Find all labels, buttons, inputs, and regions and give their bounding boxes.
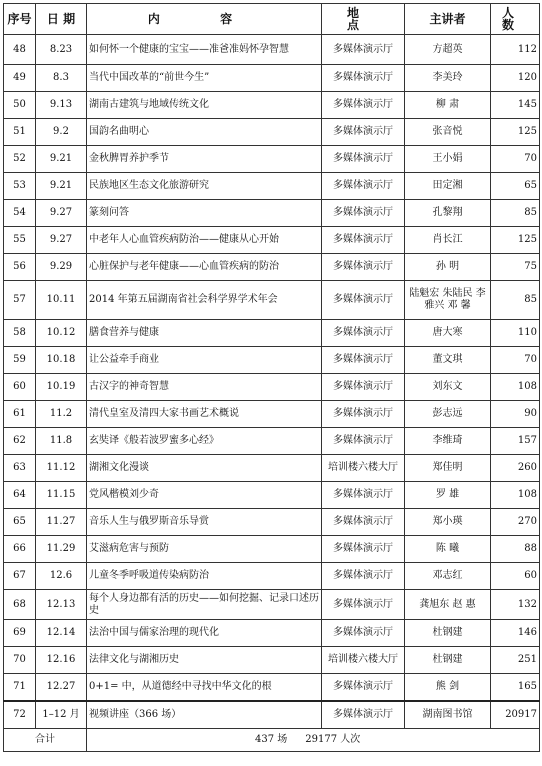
- row-count: 125: [491, 119, 540, 146]
- row-place: 多媒体演示厅: [322, 590, 405, 620]
- row-count: 120: [491, 65, 540, 92]
- table-row: [4, 200, 540, 227]
- row-place: 多媒体演示厅: [322, 35, 405, 65]
- table-row: [4, 374, 540, 401]
- row-topic: 篆刻问答: [87, 200, 322, 227]
- row-speaker: 孔黎翔: [405, 200, 491, 227]
- row-date: 9.13: [36, 92, 87, 119]
- row-count: 260: [491, 455, 540, 482]
- row-count: 165: [491, 674, 540, 702]
- header-place: 地 点: [322, 4, 405, 35]
- row-topic: 金秋脾胃养护季节: [87, 146, 322, 173]
- row-count: 251: [491, 647, 540, 674]
- row-date: 12.6: [36, 563, 87, 590]
- table-row: [4, 590, 540, 620]
- table-row: [4, 674, 540, 702]
- row-speaker: 邓志红: [405, 563, 491, 590]
- header-date: 日 期: [36, 4, 87, 35]
- row-number: 64: [4, 482, 36, 509]
- row-speaker: 陆魁宏 朱陆民 李雅兴 邓 馨: [405, 281, 491, 320]
- row-date: 12.14: [36, 620, 87, 647]
- row-topic: 让公益牵手商业: [87, 347, 322, 374]
- row-number: 66: [4, 536, 36, 563]
- row-number: 59: [4, 347, 36, 374]
- row-number: 56: [4, 254, 36, 281]
- header-count: 人 数: [491, 4, 540, 35]
- table-row: [4, 173, 540, 200]
- row-number: 55: [4, 227, 36, 254]
- row-count: 112: [491, 35, 540, 65]
- row-topic: 2014 年第五届湖南省社会科学界学术年会: [87, 281, 322, 320]
- row-place: 多媒体演示厅: [322, 281, 405, 320]
- row-date: 10.18: [36, 347, 87, 374]
- row-number: 58: [4, 320, 36, 347]
- table-row: [4, 536, 540, 563]
- row-number: 67: [4, 563, 36, 590]
- table-row: [4, 647, 540, 674]
- row-speaker: 罗 雄: [405, 482, 491, 509]
- row-speaker: 郑佳明: [405, 455, 491, 482]
- row-place: 培训楼六楼大厅: [322, 647, 405, 674]
- row-number: 48: [4, 35, 36, 65]
- row-count: 85: [491, 281, 540, 320]
- table-row: [4, 254, 540, 281]
- row-speaker: 张音悦: [405, 119, 491, 146]
- lecture-schedule-page: [3, 3, 539, 763]
- row-number: 65: [4, 509, 36, 536]
- row-speaker: 田定湘: [405, 173, 491, 200]
- row-topic: 玄奘译《般若波罗蜜多心经》: [87, 428, 322, 455]
- row-place: 多媒体演示厅: [322, 428, 405, 455]
- table-row: [4, 482, 540, 509]
- row-topic: 法律文化与湖湘历史: [87, 647, 322, 674]
- row-topic: 古汉字的神奇智慧: [87, 374, 322, 401]
- row-place: 多媒体演示厅: [322, 92, 405, 119]
- table-row: [4, 620, 540, 647]
- table-row: [4, 428, 540, 455]
- row-count: 88: [491, 536, 540, 563]
- row-count: 157: [491, 428, 540, 455]
- row-speaker: 郑小瑛: [405, 509, 491, 536]
- row-speaker: 柳 肃: [405, 92, 491, 119]
- row-date: 9.21: [36, 146, 87, 173]
- row-topic: 如何怀一个健康的宝宝——准爸准妈怀孕智慧: [87, 35, 322, 65]
- row-count: 270: [491, 509, 540, 536]
- row-date: 9.21: [36, 173, 87, 200]
- row-date: 12.16: [36, 647, 87, 674]
- row-number: 69: [4, 620, 36, 647]
- row-date: 8.23: [36, 35, 87, 65]
- row-topic: 音乐人生与俄罗斯音乐导赏: [87, 509, 322, 536]
- table-row: [4, 563, 540, 590]
- table-row: [4, 119, 540, 146]
- row-date: 9.27: [36, 227, 87, 254]
- row-topic: 0+1= 中，从道德经中寻找中华文化的根: [87, 674, 322, 702]
- row-date: 8.3: [36, 65, 87, 92]
- row-topic: 膳食营养与健康: [87, 320, 322, 347]
- row-place: 多媒体演示厅: [322, 65, 405, 92]
- row-date: 10.19: [36, 374, 87, 401]
- row-date: 10.12: [36, 320, 87, 347]
- row-place: 多媒体演示厅: [322, 320, 405, 347]
- row-count: 65: [491, 173, 540, 200]
- row-topic: 党风楷模刘少奇: [87, 482, 322, 509]
- row-date: 11.8: [36, 428, 87, 455]
- row-count: 108: [491, 482, 540, 509]
- total-summary: [87, 729, 540, 752]
- row-count: 90: [491, 401, 540, 428]
- row-speaker: 李美玲: [405, 65, 491, 92]
- row-place: 多媒体演示厅: [322, 254, 405, 281]
- total-attendance: 29177 人次: [305, 734, 361, 745]
- row-topic: 湖南古建筑与地域传统文化: [87, 92, 322, 119]
- row-date: 10.11: [36, 281, 87, 320]
- row-place: 多媒体演示厅: [322, 374, 405, 401]
- row-date: 9.27: [36, 200, 87, 227]
- lecture-table: [3, 3, 540, 752]
- row-count: 125: [491, 227, 540, 254]
- row-topic: 中老年人心血管疾病防治——健康从心开始: [87, 227, 322, 254]
- row-count: 146: [491, 620, 540, 647]
- row-topic: 儿童冬季呼吸道传染病防治: [87, 563, 322, 590]
- row-date: 12.27: [36, 674, 87, 702]
- row-date: 12.13: [36, 590, 87, 620]
- table-row: [4, 281, 540, 320]
- row-speaker: 杜钢建: [405, 647, 491, 674]
- row-number: 61: [4, 401, 36, 428]
- row-place: 多媒体演示厅: [322, 347, 405, 374]
- row-date: 11.29: [36, 536, 87, 563]
- row-date: 1–12 月: [36, 701, 87, 729]
- total-sessions: 437 场: [255, 734, 288, 745]
- header-topic: 内 容: [87, 4, 322, 35]
- table-row: [4, 401, 540, 428]
- row-speaker: 肖长江: [405, 227, 491, 254]
- table-row: [4, 65, 540, 92]
- table-row: [4, 92, 540, 119]
- row-count: 75: [491, 254, 540, 281]
- row-date: 9.2: [36, 119, 87, 146]
- row-speaker: 龚旭东 赵 惠: [405, 590, 491, 620]
- row-speaker: 杜钢建: [405, 620, 491, 647]
- row-count: 108: [491, 374, 540, 401]
- row-count: 70: [491, 146, 540, 173]
- row-topic: 民族地区生态文化旅游研究: [87, 173, 322, 200]
- row-place: 多媒体演示厅: [322, 482, 405, 509]
- header-speaker: 主讲者: [405, 4, 491, 35]
- row-number: 60: [4, 374, 36, 401]
- row-number: 53: [4, 173, 36, 200]
- row-number: 50: [4, 92, 36, 119]
- row-number: 63: [4, 455, 36, 482]
- row-speaker: 李维琦: [405, 428, 491, 455]
- row-number: 49: [4, 65, 36, 92]
- table-row: [4, 320, 540, 347]
- table-row: [4, 455, 540, 482]
- table-body: [4, 35, 540, 752]
- total-label: 合计: [4, 729, 87, 752]
- row-count: 60: [491, 563, 540, 590]
- row-date: 9.29: [36, 254, 87, 281]
- row-place: 多媒体演示厅: [322, 227, 405, 254]
- row-date: 11.12: [36, 455, 87, 482]
- row-number: 70: [4, 647, 36, 674]
- row-speaker: 陈 曦: [405, 536, 491, 563]
- table-row: [4, 347, 540, 374]
- row-number: 54: [4, 200, 36, 227]
- table-row: [4, 701, 540, 729]
- row-number: 68: [4, 590, 36, 620]
- table-row: [4, 227, 540, 254]
- row-topic: 清代皇室及清四大家书画艺术概说: [87, 401, 322, 428]
- row-speaker: 王小娟: [405, 146, 491, 173]
- row-place: 多媒体演示厅: [322, 146, 405, 173]
- row-topic: 湖湘文化漫谈: [87, 455, 322, 482]
- row-place: 多媒体演示厅: [322, 701, 405, 729]
- row-place: 多媒体演示厅: [322, 620, 405, 647]
- row-number: 51: [4, 119, 36, 146]
- table-row: [4, 509, 540, 536]
- row-speaker: 熊 剑: [405, 674, 491, 702]
- row-count: 70: [491, 347, 540, 374]
- row-speaker: 刘东文: [405, 374, 491, 401]
- row-speaker: 唐大寒: [405, 320, 491, 347]
- row-topic: 国韵名曲明心: [87, 119, 322, 146]
- header-no: 序号: [4, 4, 36, 35]
- row-topic: 每个人身边都有活的历史——如何挖掘、记录口述历史: [87, 590, 322, 620]
- row-speaker: 方超英: [405, 35, 491, 65]
- row-date: 11.15: [36, 482, 87, 509]
- row-count: 110: [491, 320, 540, 347]
- row-place: 多媒体演示厅: [322, 401, 405, 428]
- row-number: 57: [4, 281, 36, 320]
- row-date: 11.27: [36, 509, 87, 536]
- row-number: 71: [4, 674, 36, 702]
- row-place: 多媒体演示厅: [322, 536, 405, 563]
- total-row: [4, 729, 540, 752]
- row-date: 11.2: [36, 401, 87, 428]
- row-speaker: 彭志远: [405, 401, 491, 428]
- row-number: 62: [4, 428, 36, 455]
- row-place: 多媒体演示厅: [322, 119, 405, 146]
- row-topic: 心脏保护与老年健康——心血管疾病的防治: [87, 254, 322, 281]
- row-count: 85: [491, 200, 540, 227]
- row-speaker: 董文琪: [405, 347, 491, 374]
- row-topic: 艾滋病危害与预防: [87, 536, 322, 563]
- row-topic: 法治中国与儒家治理的现代化: [87, 620, 322, 647]
- row-place: 多媒体演示厅: [322, 200, 405, 227]
- row-place: 多媒体演示厅: [322, 509, 405, 536]
- row-number: 72: [4, 701, 36, 729]
- row-topic: 当代中国改革的“前世今生”: [87, 65, 322, 92]
- row-number: 52: [4, 146, 36, 173]
- row-speaker: 孙 明: [405, 254, 491, 281]
- row-count: 132: [491, 590, 540, 620]
- header-row: [4, 4, 540, 35]
- row-speaker: 湖南图书馆: [405, 701, 491, 729]
- row-count: 145: [491, 92, 540, 119]
- row-place: 多媒体演示厅: [322, 173, 405, 200]
- row-place: 多媒体演示厅: [322, 563, 405, 590]
- row-place: 培训楼六楼大厅: [322, 455, 405, 482]
- row-place: 多媒体演示厅: [322, 674, 405, 702]
- row-count: 20917: [491, 701, 540, 729]
- table-row: [4, 146, 540, 173]
- table-row: [4, 35, 540, 65]
- row-topic: 视频讲座（366 场）: [87, 701, 322, 729]
